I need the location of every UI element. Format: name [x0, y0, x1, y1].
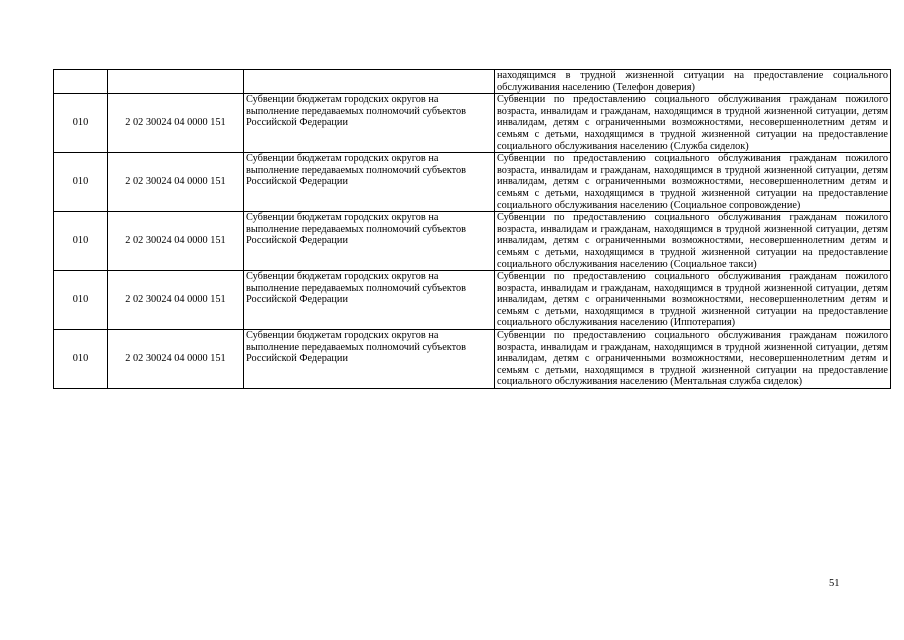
budget-table [53, 69, 891, 389]
admin-code-cell: 010 [54, 153, 108, 212]
table-row [54, 94, 891, 153]
admin-code-cell: 010 [54, 94, 108, 153]
revenue-name-cell: Субвенции бюджетам городских округов на выполнение передаваемых полномочий субъектов Российской Федерации [244, 153, 495, 212]
revenue-name-cell: Субвенции бюджетам городских округов на выполнение передаваемых полномочий субъектов Российской Федерации [244, 330, 495, 389]
table-row [54, 70, 891, 94]
kbk-code-cell: 2 02 30024 04 0000 151 [108, 271, 244, 330]
revenue-name-cell: Субвенции бюджетам городских округов на выполнение передаваемых полномочий субъектов Российской Федерации [244, 212, 495, 271]
description-cell: Субвенции по предоставлению социального обслуживания гражданам пожилого возраста, инвалидам и гражданам, находящимся в трудной жизненной ситуации, детям инвалидам, детям с ограниченными возможностями, несовершеннолетним детям и семьям с детьми, находящимся в трудной жизненной ситуации на предоставление социального обслуживания населению (Социальное такси) [495, 212, 891, 271]
admin-code-cell [54, 70, 108, 94]
revenue-name-cell [244, 70, 495, 94]
admin-code-cell: 010 [54, 271, 108, 330]
description-cell: Субвенции по предоставлению социального обслуживания гражданам пожилого возраста, инвалидам и гражданам, находящимся в трудной жизненной ситуации, детям инвалидам, детям с ограниченными возможностями, несовершеннолетним детям и семьям с детьми, находящимся в трудной жизненной ситуации на предоставление социального обслуживания населению (Ментальная служба сиделок) [495, 330, 891, 389]
revenue-name-cell: Субвенции бюджетам городских округов на выполнение передаваемых полномочий субъектов Российской Федерации [244, 271, 495, 330]
page-number: 51 [829, 578, 840, 589]
kbk-code-cell: 2 02 30024 04 0000 151 [108, 153, 244, 212]
description-cell: находящимся в трудной жизненной ситуации на предоставление социального обслуживания населению (Телефон доверия) [495, 70, 891, 94]
description-cell: Субвенции по предоставлению социального обслуживания гражданам пожилого возраста, инвалидам и гражданам, находящимся в трудной жизненной ситуации, детям инвалидам, детям с ограниченными возможностями, несовершеннолетним детям и семьям с детьми, находящимся в трудной жизненной ситуации на предоставление социального обслуживания населению (Служба сиделок) [495, 94, 891, 153]
table-row [54, 212, 891, 271]
admin-code-cell: 010 [54, 212, 108, 271]
kbk-code-cell: 2 02 30024 04 0000 151 [108, 330, 244, 389]
kbk-code-cell: 2 02 30024 04 0000 151 [108, 94, 244, 153]
revenue-name-cell: Субвенции бюджетам городских округов на выполнение передаваемых полномочий субъектов Российской Федерации [244, 94, 495, 153]
kbk-code-cell: 2 02 30024 04 0000 151 [108, 212, 244, 271]
table-row [54, 153, 891, 212]
kbk-code-cell [108, 70, 244, 94]
description-cell: Субвенции по предоставлению социального обслуживания гражданам пожилого возраста, инвалидам и гражданам, находящимся в трудной жизненной ситуации, детям инвалидам, детям с ограниченными возможностями, несовершеннолетним детям и семьям с детьми, находящимся в трудной жизненной ситуации на предоставление социального обслуживания населению (Социальное сопровождение) [495, 153, 891, 212]
description-cell: Субвенции по предоставлению социального обслуживания гражданам пожилого возраста, инвалидам и гражданам, находящимся в трудной жизненной ситуации, детям инвалидам, детям с ограниченными возможностями, несовершеннолетним детям и семьям с детьми, находящимся в трудной жизненной ситуации на предоставление социального обслуживания населению (Иппотерапия) [495, 271, 891, 330]
table-row [54, 330, 891, 389]
admin-code-cell: 010 [54, 330, 108, 389]
table-row [54, 271, 891, 330]
